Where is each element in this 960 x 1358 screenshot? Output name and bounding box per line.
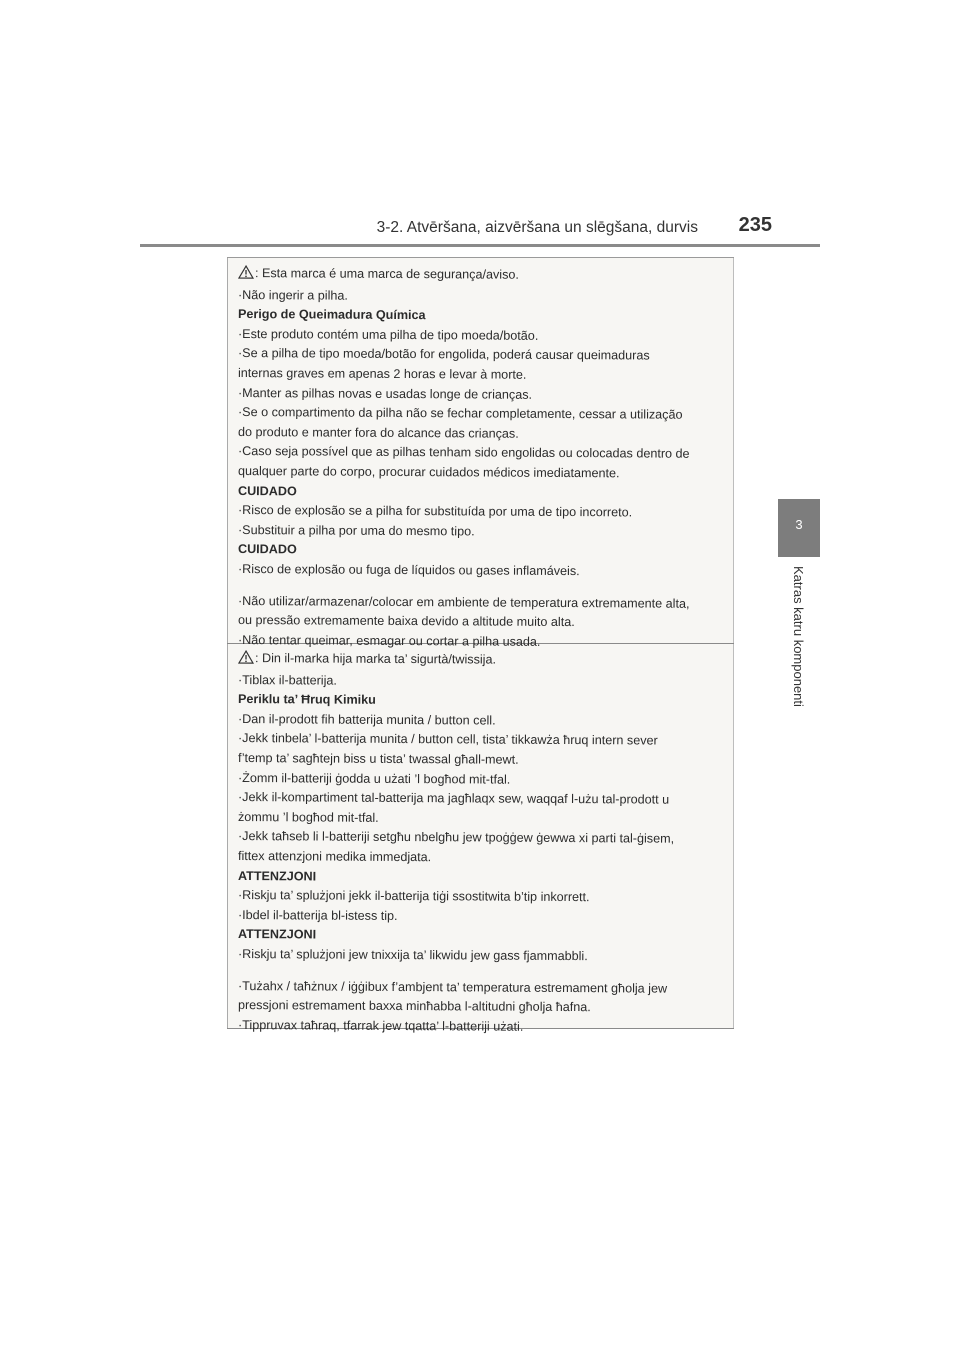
warning-text-line: ·Manter as pilhas novas e usadas longe de crianças. xyxy=(237,385,533,402)
warning-text-line: ·Se o compartimento da pilha não se fechar completamente, cessar a utilização xyxy=(237,405,683,422)
warning-text-line: ·Ibdel il-batterija bl-istess tip. xyxy=(237,907,398,923)
warning-text-line: do produto e manter fora do alcance das crianças. xyxy=(237,424,519,441)
warning-text-line: f’temp ta’ sagħtejn biss u tista’ twassal għall-mewt. xyxy=(237,750,519,767)
warning-triangle-icon xyxy=(238,265,254,286)
warning-text-line: ·Żomm il-batteriji ġodda u użati ’l bogħod mit-tfal. xyxy=(237,770,511,787)
warning-text-line: ·Tippruvax taħraq, tfarrak jew tqatta’ l-batteriji użati. xyxy=(237,1017,524,1034)
warning-text-line: fittex attenzjoni medika immedjata. xyxy=(237,848,432,865)
warning-heading: CUIDADO xyxy=(237,542,297,557)
warning-mark-line xyxy=(238,264,728,289)
warning-text-line: ·Não utilizar/armazenar/colocar em ambiente de temperatura extremamente alta, xyxy=(237,593,690,611)
warning-text-line: ·Jekk taħseb li l-batteriji setgħu nbelgħu jew tpoġġew ġewwa xi parti tal-ġisem, xyxy=(237,829,675,847)
warning-mark-text: : Esta marca é uma marca de segurança/aviso. xyxy=(254,266,519,282)
warning-heading: Periklu ta’ Ħruq Kimiku xyxy=(237,692,376,708)
warning-heading: CUIDADO xyxy=(237,483,297,498)
warning-text-line: ·Caso seja possível que as pilhas tenham sido engolidas ou colocadas dentro de xyxy=(237,444,690,462)
warning-text-line: ·Jekk tinbela’ l-batterija munita / button cell, tista’ tikkawża ħruq intern sever xyxy=(237,731,658,748)
warning-text-line: ·Substituir a pilha por uma do mesmo tipo. xyxy=(237,522,475,539)
page-number: 235 xyxy=(738,214,772,236)
warning-mark-text: : Din il-marka hija marka ta’ sigurtà/twissija. xyxy=(254,651,497,667)
warning-text-line: ou pressão extremamente baixa devido a altitude muito alta. xyxy=(237,613,575,630)
warning-text-line: ·Tużahx / taħżnux / iġġibux f’ambjent ta’ temperatura estremament għolja jew xyxy=(237,978,668,996)
warning-mark-line xyxy=(238,649,728,674)
warning-text-line: internas graves em apenas 2 horas e levar à morte. xyxy=(237,365,527,382)
warning-heading: ATTENZJONI xyxy=(237,868,317,884)
warning-text-line: ·Tiblax il-batterija. xyxy=(237,672,337,688)
warning-text-line: ·Risco de explosão ou fuga de líquidos ou gases inflamáveis. xyxy=(237,561,580,578)
warning-text-line: ·Riskju ta’ splużjoni jekk il-batterija tiġi ssostitwita b’tip inkorrett. xyxy=(237,888,590,905)
chapter-tab: 3 xyxy=(778,499,820,557)
portuguese-warning-panel xyxy=(227,260,734,649)
warning-text-line: żommu ’l bogħod mit-tfal. xyxy=(237,809,379,825)
warning-text-line: ·Jekk il-kompartiment tal-batterija ma jagħlaqx sew, waqqaf l-użu tal-prodott u xyxy=(237,790,670,807)
chapter-title: Katras katru komponenti xyxy=(791,566,806,707)
warning-text-line: qualquer parte do corpo, procurar cuidados médicos imediatamente. xyxy=(237,463,620,481)
warning-text-line: ·Não ingerir a pilha. xyxy=(237,287,348,303)
warning-heading: Perigo de Queimadura Química xyxy=(237,307,426,323)
warning-heading: ATTENZJONI xyxy=(237,927,317,942)
warning-text-line: ·Risco de explosão se a pilha for substituída por uma de tipo incorreto. xyxy=(237,503,633,520)
warning-text-line: pressjoni estremament baxxa minħabba l-altitudni għolja ħafna. xyxy=(237,998,591,1015)
maltese-warning-panel xyxy=(227,645,734,1034)
warning-text-line: ·Dan il-prodott fih batterija munita / button cell. xyxy=(237,711,496,728)
warning-text-line: ·Riskju ta’ splużjoni jew tnixxija ta’ likwidu jew gass fjammabbli. xyxy=(237,946,588,964)
section-title: 3-2. Atvēršana, aizvēršana un slēgšana, durvis xyxy=(376,219,698,236)
scanned-battery-warning-label xyxy=(227,257,734,1034)
warning-text-line: ·Este produto contém uma pilha de tipo moeda/botão. xyxy=(237,326,539,343)
warning-text-line: ·Não tentar queimar, esmagar ou cortar a pilha usada. xyxy=(237,632,541,649)
warning-text-line: ·Se a pilha de tipo moeda/botão for engolida, poderá causar queimaduras xyxy=(237,346,650,363)
warning-triangle-icon xyxy=(238,650,254,671)
header-rule xyxy=(140,244,820,247)
